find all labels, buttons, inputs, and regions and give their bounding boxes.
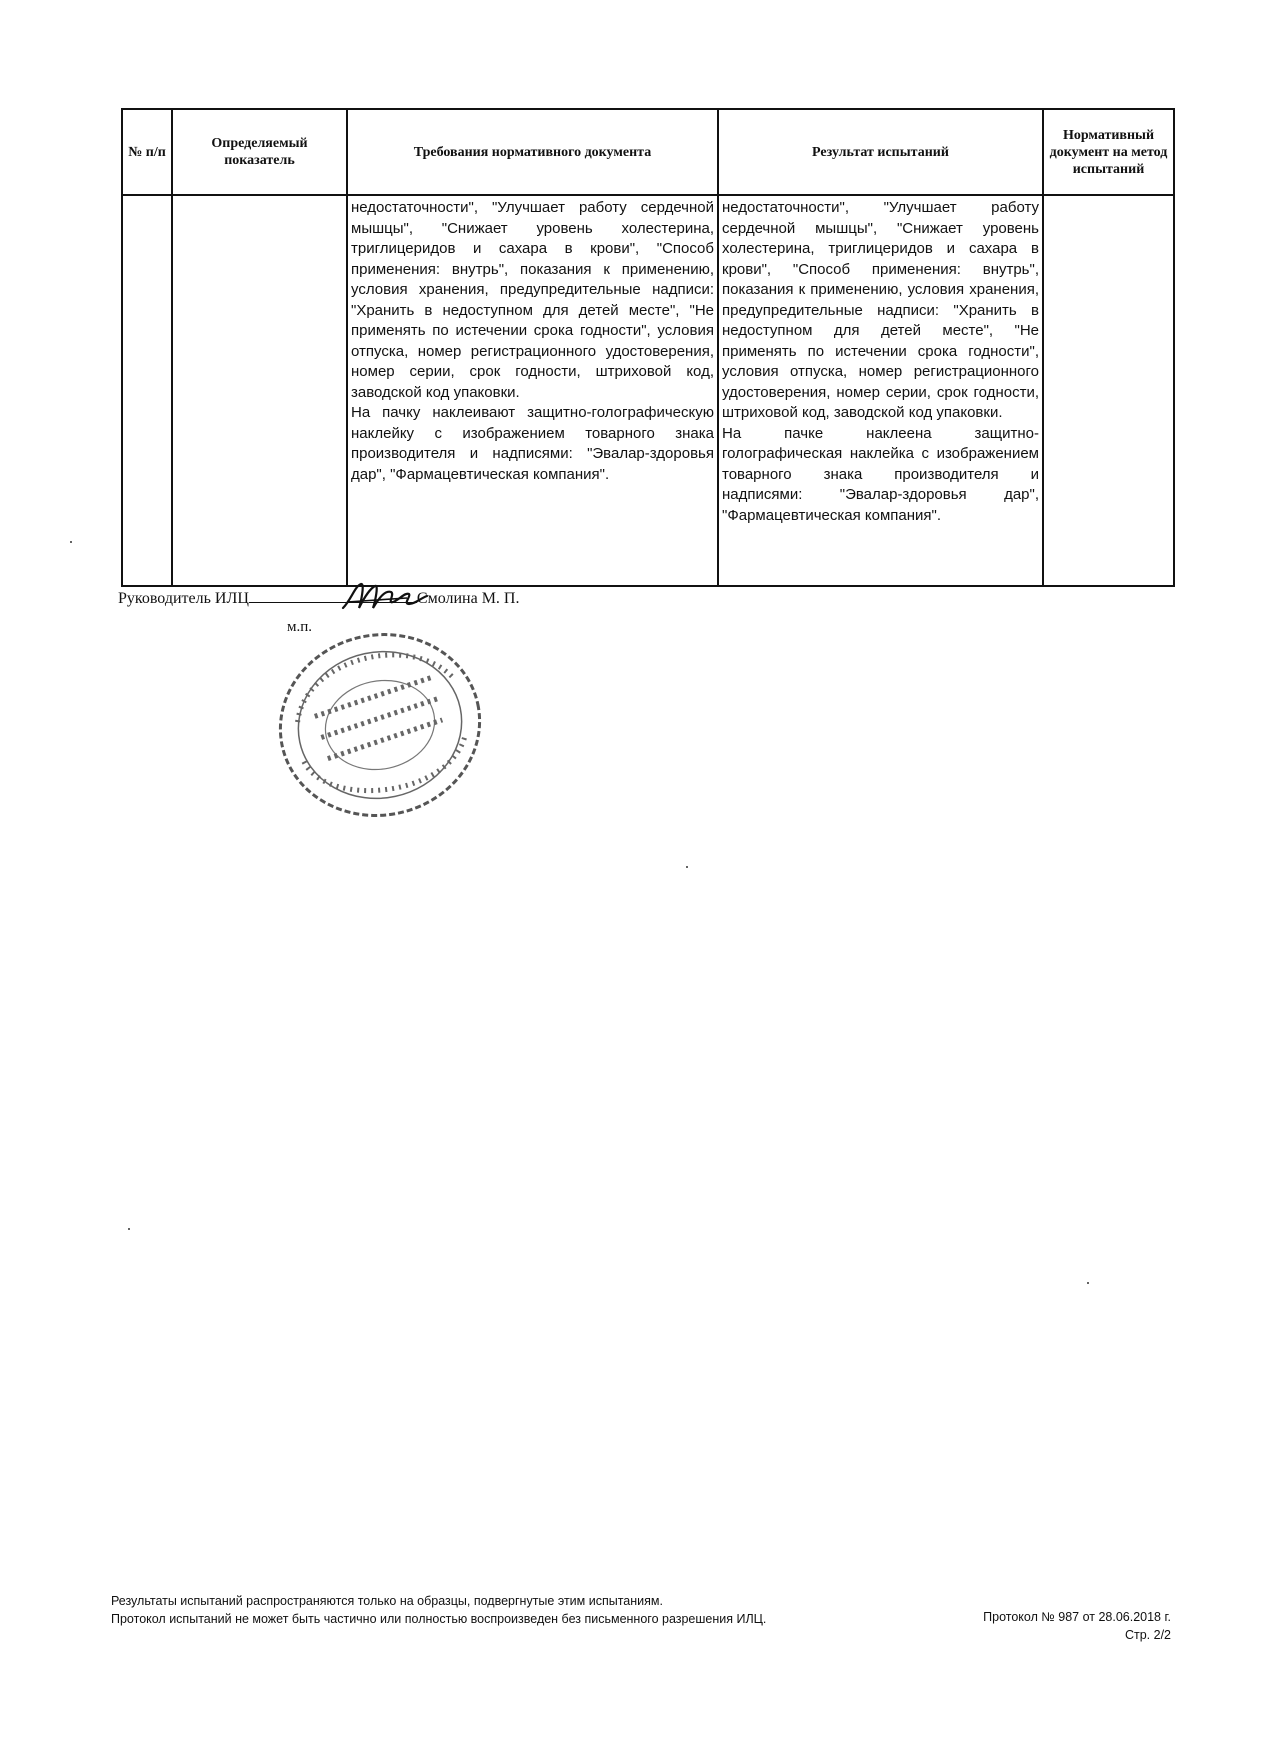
result-text-2: На пачке наклеена защитно-голографическая наклейка с изображением товарного знака производителя и надписями: "Эвалар-здоровья дар", "Фармацевтическая компания".: [722, 424, 1039, 524]
scan-speck: [128, 1228, 130, 1230]
scan-speck: [686, 866, 688, 868]
table-header-row: [122, 109, 1174, 195]
requirements-text-2: На пачку наклеивают защитно-голографическую наклейку с изображением товарного знака производителя и надписями: "Эвалар-здоровья дар", "Фармацевтическая компания".: [351, 404, 714, 483]
cell-result: [718, 195, 1043, 586]
cell-requirements: [347, 195, 718, 586]
scan-speck: [70, 541, 72, 543]
signature-line: [118, 588, 519, 608]
seal-place-label: м.п.: [287, 619, 313, 635]
header-num: № п/п: [122, 109, 172, 195]
header-requirements: Требования нормативного документа: [347, 109, 718, 195]
signer-title: Руководитель ИЛЦ: [118, 590, 249, 607]
table-row: [122, 195, 1174, 586]
result-text-1: недостаточности", "Улучшает работу сердечной мышцы", "Снижает уровень холестерина, триглицеридов и сахара в крови", "Способ применения: внутрь", показания к применению, условия хранения, предупредительные надписи: "Хранить в недоступном для детей месте", "Не применять по истечении срока годности", условия отпуска, номер регистрационного удостоверения, номер серии, срок годности, штриховой код, заводской код упаковки.: [722, 199, 1039, 421]
requirements-text-1: недостаточности", "Улучшает работу сердечной мышцы", "Снижает уровень холестерина, триглицеридов и сахара в крови", "Способ применения: внутрь", показания к применению, условия хранения, предупредительные надписи: "Хранить в недоступном для детей месте", "Не применять по истечении срока годности", условия отпуска, номер регистрационного удостоверения, номер серии, срок годности, штриховой код, заводской код упаковки.: [351, 199, 714, 401]
header-result: Результат испытаний: [718, 109, 1043, 195]
handwritten-signature: [337, 578, 432, 614]
official-stamp: [270, 625, 490, 825]
footnote-reproduction: Протокол испытаний не может быть частично или полностью воспроизведен без письменного разрешения ИЛЦ.: [111, 1612, 767, 1626]
cell-indicator: [172, 195, 347, 586]
header-indicator: Определяемый показатель: [172, 109, 347, 195]
cell-method: [1043, 195, 1174, 586]
signer-name: Смолина М. П.: [416, 590, 520, 607]
cell-num: [122, 195, 172, 586]
protocol-number: Протокол № 987 от 28.06.2018 г.: [983, 1610, 1171, 1624]
results-table: [121, 108, 1175, 587]
header-method: Нормативный документ на метод испытаний: [1043, 109, 1174, 195]
footnotes: [111, 1592, 766, 1628]
footnote-scope: Результаты испытаний распространяются только на образцы, подвергнутые этим испытаниям.: [111, 1594, 663, 1608]
scan-speck: [1087, 1282, 1089, 1284]
protocol-info: [983, 1608, 1171, 1644]
page-number: Стр. 2/2: [1124, 1628, 1171, 1642]
